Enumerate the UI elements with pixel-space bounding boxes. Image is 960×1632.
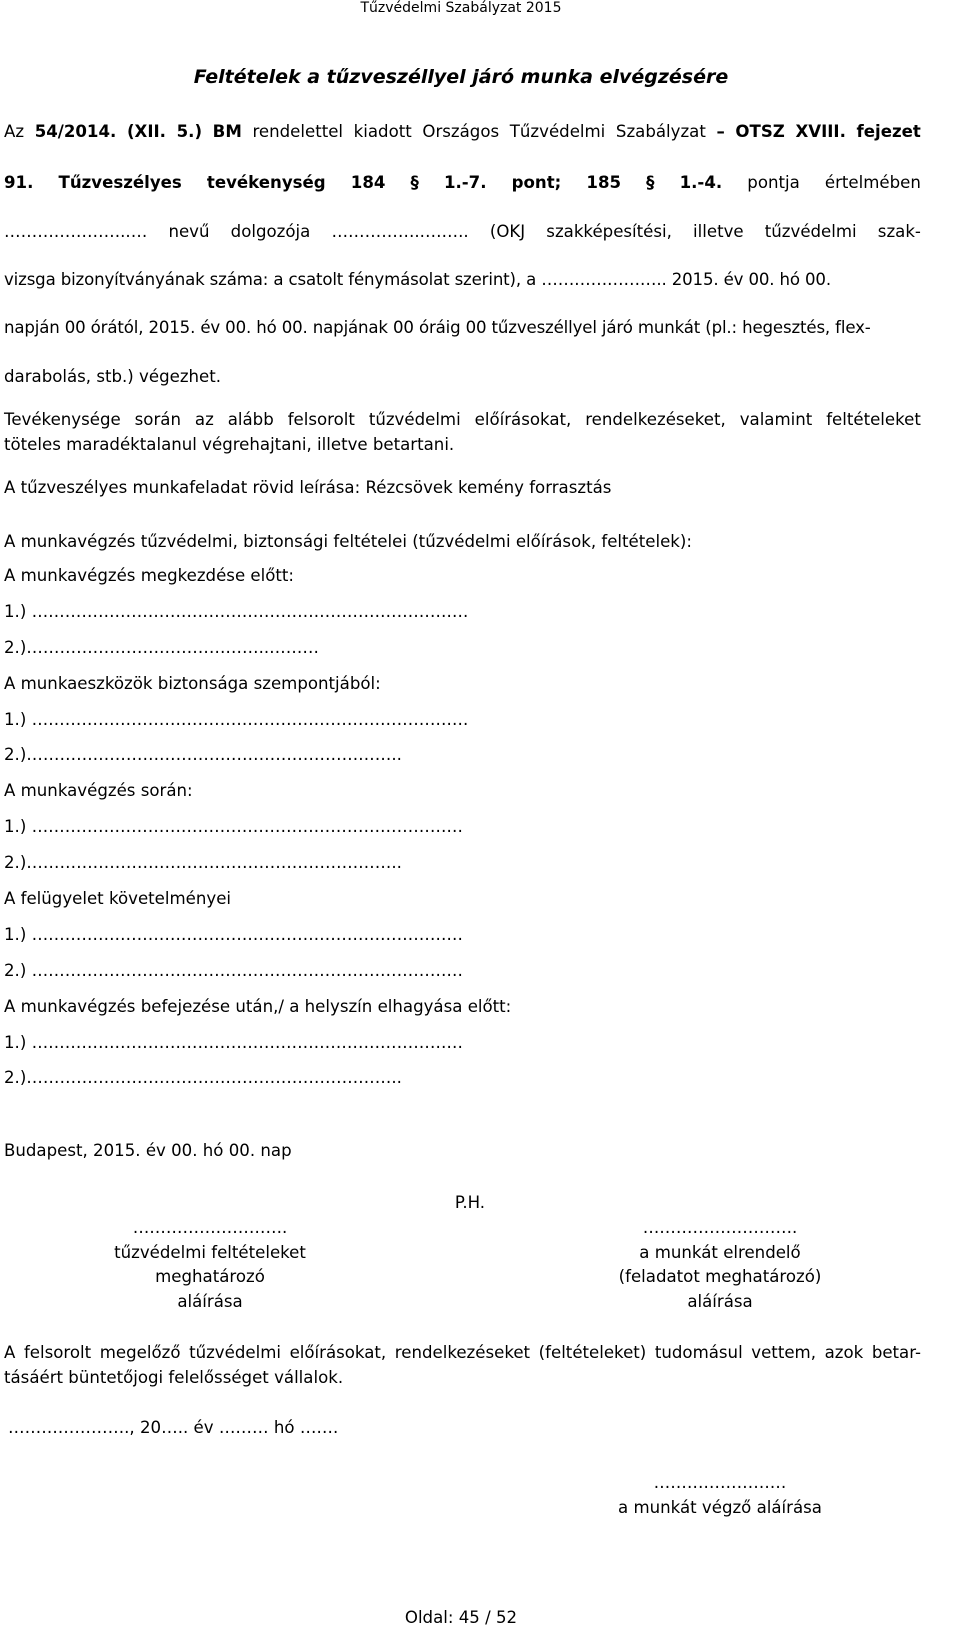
list-item-fill-in: 1.) …………………………………………………………………….: [4, 710, 469, 729]
signature-label: aláírása: [687, 1291, 753, 1311]
intro-line-3: …………………..… nevű dolgozója ……………..…….. (OKJ szakképesítési, illetve tűzvédelmi szak-: [4, 222, 921, 241]
signature-block-ordering-party: [590, 1216, 850, 1314]
list-item-fill-in: 2.)……………………………………..………: [4, 638, 319, 657]
section-heading-during-work: A munkavégzés során:: [4, 781, 193, 800]
page-number: Oldal: 45 / 52: [404, 1608, 518, 1627]
obligation-line-1: Tevékenysége során az alább felsorolt tűzvédelmi előírásokat, rendelkezéseket, valamint feltételeket: [4, 410, 921, 429]
intro-line-5: napján 00 órától, 2015. év 00. hó 00. napjának 00 óráig 00 tűzveszéllyel járó munkát (pl.: hegesztés, flex-: [4, 318, 871, 337]
list-item-fill-in: 1.) …………………………………………………………………….: [4, 602, 469, 621]
section-symbol: §: [410, 173, 419, 192]
document-title: Feltételek a tűzveszéllyel járó munka elvégzésére: [193, 66, 729, 88]
list-item-fill-in: 2.)…………………………………………………………..: [4, 745, 402, 764]
signature-label: (feladatot meghatározó): [618, 1267, 822, 1286]
section-heading-tool-safety: A munkaeszközök biztonsága szempontjából:: [4, 674, 381, 693]
acknowledgement-line-2: tásáért büntetőjogi felelősséget vállalok.: [4, 1368, 344, 1387]
section-symbol: §: [646, 173, 655, 192]
stamp-placeholder: P.H.: [454, 1193, 486, 1212]
running-header: Tűzvédelmi Szabályzat 2015: [360, 0, 562, 16]
intro-paragraph: [4, 122, 921, 152]
obligation-line-2: töteles maradéktalanul végrehajtani, illetve betartani.: [4, 435, 455, 454]
intro-line-6: darabolás, stb.) végezhet.: [4, 367, 222, 386]
section-heading-supervision: A felügyelet követelményei: [4, 889, 232, 908]
intro-line-4: vizsga bizonyítványának száma: a csatolt fénymásolat szerint), a ………………….. 2015. év 00. hó 00.: [4, 270, 831, 289]
signature-label: tűzvédelmi feltételeket: [114, 1242, 306, 1262]
section-heading-before-work: A munkavégzés megkezdése előtt:: [4, 566, 295, 585]
signature-block-fire-conditions: [80, 1216, 340, 1314]
list-item-fill-in: 2.)…………………………………………………………..: [4, 853, 402, 872]
signature-dots: ……………………….: [642, 1218, 798, 1237]
signature-block-worker: [590, 1471, 850, 1520]
list-item-fill-in: 1.) ……………………………………………………………………: [4, 925, 464, 944]
task-description: A tűzveszélyes munkafeladat rövid leírása: Rézcsövek kemény forrasztás: [4, 478, 612, 497]
intro-line-2: 91. Tűzveszélyes tevékenység 184 § 1.-7. pont; 185 § 1.-4. pontja értelmében: [4, 173, 921, 192]
list-item-fill-in: 1.) ……………………………………………………………………: [4, 817, 464, 836]
conditions-heading: A munkavégzés tűzvédelmi, biztonsági feltételei (tűzvédelmi előírások, feltételek):: [4, 532, 692, 551]
section-heading-after-work: A munkavégzés befejezése után,/ a helyszín elhagyása előtt:: [4, 997, 512, 1016]
acknowledgement-line-1: A felsorolt megelőző tűzvédelmi előírásokat, rendelkezéseket (feltételeket) tudomásul vettem, azok betar-: [4, 1343, 921, 1362]
intro-line-1: Az 54/2014. (XII. 5.) BM rendelettel kiadott Országos Tűzvédelmi Szabályzat – OTSZ XVIII. fejezet: [4, 122, 921, 141]
signature-label: meghatározó: [155, 1267, 265, 1286]
list-item-fill-in: 2.) ……………………………………………………………………: [4, 961, 464, 980]
list-item-fill-in: 1.) ……………………………………………………………………: [4, 1033, 464, 1052]
signature-label: a munkát elrendelő: [639, 1242, 801, 1262]
signature-dots: ……………………: [653, 1473, 787, 1492]
place-and-date: Budapest, 2015. év 00. hó 00. nap: [4, 1141, 292, 1160]
signature-label: a munkát végző aláírása: [618, 1497, 822, 1517]
list-item-fill-in: 2.)…………………………………………………………..: [4, 1068, 402, 1087]
date-blank: …………………., 20….. év ……… hó …….: [8, 1418, 339, 1437]
signature-dots: ……………………….: [132, 1218, 288, 1237]
signature-label: aláírása: [177, 1291, 243, 1311]
